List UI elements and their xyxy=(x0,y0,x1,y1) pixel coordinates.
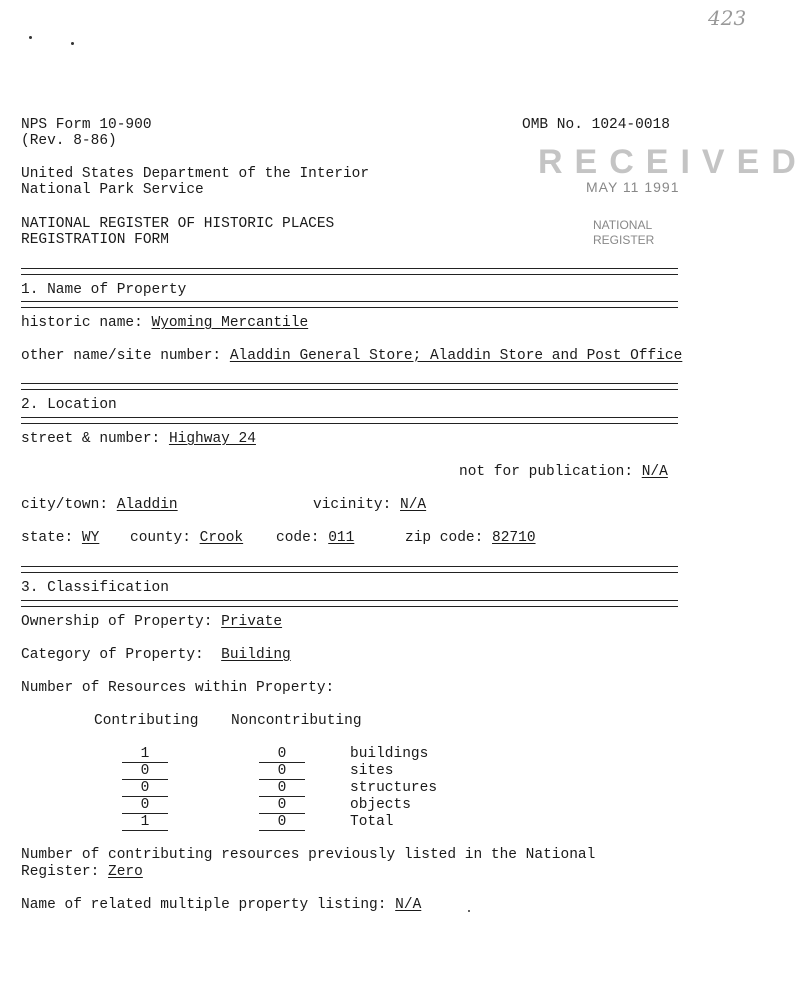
not-for-publication-field xyxy=(459,464,668,481)
scan-speck xyxy=(71,42,74,45)
section-1-heading: 1. Name of Property xyxy=(21,282,187,298)
ownership-value: Private xyxy=(221,614,283,630)
scan-speck xyxy=(468,910,470,912)
city-field xyxy=(21,497,178,514)
zip-field xyxy=(405,530,536,547)
previously-listed-field xyxy=(21,864,143,881)
contributing-count: 0 xyxy=(122,797,168,814)
section-divider xyxy=(21,268,678,275)
historic-name-value: Wyoming Mercantile xyxy=(151,315,309,331)
noncontributing-count: 0 xyxy=(259,814,305,831)
section-divider xyxy=(21,417,678,424)
category-field xyxy=(21,647,291,664)
resources-label: Number of Resources within Property: xyxy=(21,680,335,696)
county-value: Crook xyxy=(199,530,244,546)
contributing-count: 0 xyxy=(122,763,168,780)
contributing-column-header: Contributing xyxy=(94,713,199,729)
other-name-value: Aladdin General Store; Aladdin Store and Post Office xyxy=(229,348,683,364)
vicinity-field xyxy=(313,497,426,514)
street-value: Highway 24 xyxy=(168,431,256,447)
state-label: state: xyxy=(21,530,74,546)
noncontributing-count: 0 xyxy=(259,780,305,797)
resource-type-label: objects xyxy=(350,797,411,813)
zip-value: 82710 xyxy=(492,530,536,546)
state-field xyxy=(21,530,99,547)
section-divider xyxy=(21,566,678,573)
section-2-heading: 2. Location xyxy=(21,397,117,413)
vicinity-value: N/A xyxy=(400,497,427,513)
ownership-field xyxy=(21,614,282,631)
section-divider xyxy=(21,383,678,390)
noncontributing-count: 0 xyxy=(259,763,305,780)
not-for-publication-label: not for publication: xyxy=(459,464,634,480)
city-label: city/town: xyxy=(21,497,109,513)
previously-listed-label-2: Register: xyxy=(21,864,100,880)
historic-name-label: historic name: xyxy=(21,315,143,331)
noncontributing-count: 0 xyxy=(259,746,305,763)
received-stamp xyxy=(538,143,808,199)
historic-name-field xyxy=(21,315,308,332)
vicinity-label: vicinity: xyxy=(313,497,392,513)
noncontributing-count: 0 xyxy=(259,797,305,814)
contributing-count: 0 xyxy=(122,780,168,797)
contributing-count: 1 xyxy=(122,814,168,831)
multiple-property-field xyxy=(21,897,421,914)
code-value: 011 xyxy=(328,530,355,546)
multiple-property-value: N/A xyxy=(395,897,422,913)
street-label: street & number: xyxy=(21,431,161,447)
category-label: Category of Property: xyxy=(21,647,204,663)
stamp-line-register: REGISTER xyxy=(593,233,655,247)
section-divider xyxy=(21,301,678,308)
category-value: Building xyxy=(221,647,291,663)
section-3-heading: 3. Classification xyxy=(21,580,169,596)
ownership-label: Ownership of Property: xyxy=(21,614,213,630)
noncontributing-column-header: Noncontributing xyxy=(231,713,362,729)
form-type: REGISTRATION FORM xyxy=(21,232,169,248)
previously-listed-value: Zero xyxy=(108,864,143,880)
stamp-date: MAY 11 1991 xyxy=(586,179,680,195)
scan-speck xyxy=(29,36,32,39)
resource-type-label: buildings xyxy=(350,746,429,762)
city-value: Aladdin xyxy=(116,497,178,513)
street-field xyxy=(21,431,256,448)
stamp-line-national: NATIONAL xyxy=(593,218,653,232)
omb-number: OMB No. 1024-0018 xyxy=(522,117,670,133)
other-name-field xyxy=(21,348,682,365)
code-label: code: xyxy=(276,530,320,546)
section-divider xyxy=(21,600,678,607)
other-name-label: other name/site number: xyxy=(21,348,222,364)
resource-type-label: structures xyxy=(350,780,438,796)
county-label: county: xyxy=(130,530,191,546)
county-field xyxy=(130,530,243,547)
contributing-count: 1 xyxy=(122,746,168,763)
resource-type-label: Total xyxy=(350,814,394,830)
multiple-property-label: Name of related multiple property listing: xyxy=(21,897,387,913)
department: United States Department of the Interior xyxy=(21,166,370,182)
register-title: NATIONAL REGISTER OF HISTORIC PLACES xyxy=(21,216,335,232)
previously-listed-label: Number of contributing resources previously listed in the National xyxy=(21,847,596,863)
state-value: WY xyxy=(81,530,100,546)
resource-type-label: sites xyxy=(350,763,394,779)
zip-label: zip code: xyxy=(405,530,484,546)
agency: National Park Service xyxy=(21,182,204,198)
revision: (Rev. 8-86) xyxy=(21,133,117,149)
code-field xyxy=(276,530,354,547)
form-number: NPS Form 10-900 xyxy=(21,117,152,133)
not-for-publication-value: N/A xyxy=(641,464,668,480)
corner-handwritten-note: 423 xyxy=(708,6,747,30)
stamp-received: RECEIVED xyxy=(538,143,808,181)
